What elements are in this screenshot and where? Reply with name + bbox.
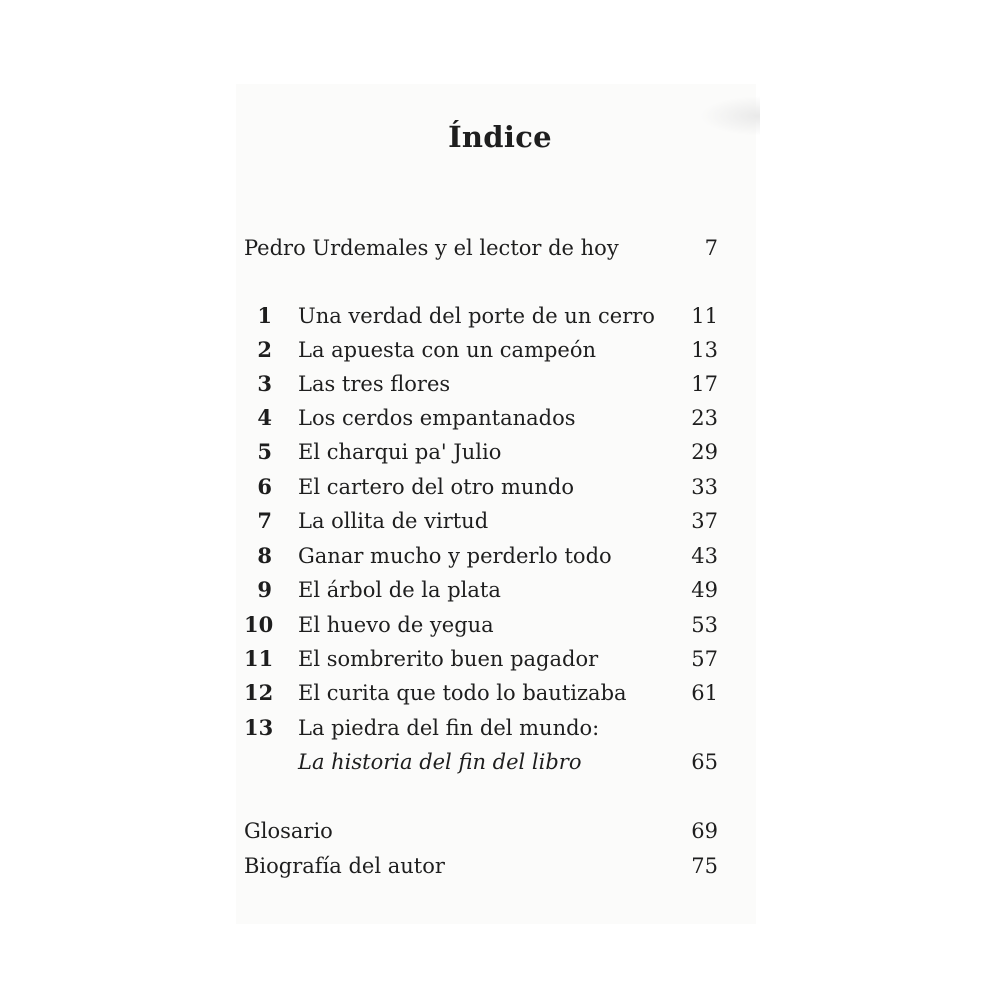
chapter-title: El árbol de la plata	[298, 578, 501, 602]
toc-entry-page: 7	[704, 236, 718, 260]
chapter-page: 23	[691, 406, 718, 430]
chapter-row	[244, 369, 718, 399]
chapter-row	[244, 678, 718, 708]
chapter-title: El charqui pa' Julio	[298, 440, 502, 464]
chapter-row	[244, 335, 718, 365]
chapter-subtitle: La historia del fin del libro	[298, 750, 582, 774]
chapter-page: 61	[691, 681, 718, 705]
chapter-page: 53	[691, 613, 718, 637]
book-page	[236, 84, 756, 924]
chapter-row	[244, 301, 718, 331]
chapter-number: 12	[244, 680, 274, 705]
chapter-number: 3	[257, 371, 272, 396]
chapter-row	[244, 506, 718, 536]
chapter-row	[244, 713, 718, 743]
chapter-title: Ganar mucho y perderlo todo	[298, 544, 612, 568]
chapter-number: 5	[257, 439, 272, 464]
toc-entry-label: Glosario	[244, 819, 333, 843]
chapter-row	[244, 610, 718, 640]
chapter-page: 17	[691, 372, 718, 396]
toc-entry-label: Pedro Urdemales y el lector de hoy	[244, 236, 619, 260]
chapter-number: 10	[244, 612, 274, 637]
chapter-row	[244, 472, 718, 502]
chapter-page: 65	[691, 750, 718, 774]
chapter-row-continued	[244, 747, 718, 777]
chapter-row	[244, 644, 718, 674]
chapter-number: 2	[257, 337, 272, 362]
chapter-page: 29	[691, 440, 718, 464]
toc-entry-label: Biografía del autor	[244, 854, 445, 878]
chapter-number: 9	[257, 577, 272, 602]
chapter-page: 57	[691, 647, 718, 671]
chapter-title: La ollita de virtud	[298, 509, 489, 533]
chapter-page: 37	[691, 509, 718, 533]
chapter-page: 49	[691, 578, 718, 602]
page-title: Índice	[448, 120, 552, 154]
toc-entry-page: 69	[691, 819, 718, 843]
chapter-title: El huevo de yegua	[298, 613, 494, 637]
chapter-title: Las tres flores	[298, 372, 451, 396]
chapter-page: 43	[691, 544, 718, 568]
toc-entry-glossary	[244, 816, 718, 846]
chapter-row	[244, 437, 718, 467]
chapter-title: La apuesta con un campeón	[298, 338, 597, 362]
chapter-number: 8	[257, 543, 272, 568]
chapter-number: 1	[257, 303, 272, 328]
chapter-number: 7	[257, 508, 272, 533]
toc-entry-page: 75	[691, 854, 718, 878]
chapter-page: 13	[691, 338, 718, 362]
chapter-title: Una verdad del porte de un cerro	[298, 304, 655, 328]
chapter-number: 11	[244, 646, 274, 671]
chapter-title: La piedra del fin del mundo:	[298, 716, 600, 740]
toc-entry-author-bio	[244, 851, 718, 881]
toc-entry-intro	[244, 233, 718, 263]
chapter-title: El cartero del otro mundo	[298, 475, 575, 499]
chapter-row	[244, 403, 718, 433]
chapter-title: El sombrerito buen pagador	[298, 647, 599, 671]
chapter-number: 13	[244, 715, 274, 740]
chapter-title: Los cerdos empantanados	[298, 406, 576, 430]
chapter-page: 11	[691, 304, 718, 328]
chapter-row	[244, 541, 718, 571]
chapter-number: 6	[257, 474, 272, 499]
chapter-page: 33	[691, 475, 718, 499]
chapter-title: El curita que todo lo bautizaba	[298, 681, 627, 705]
chapter-number: 4	[257, 405, 272, 430]
chapter-row	[244, 575, 718, 605]
